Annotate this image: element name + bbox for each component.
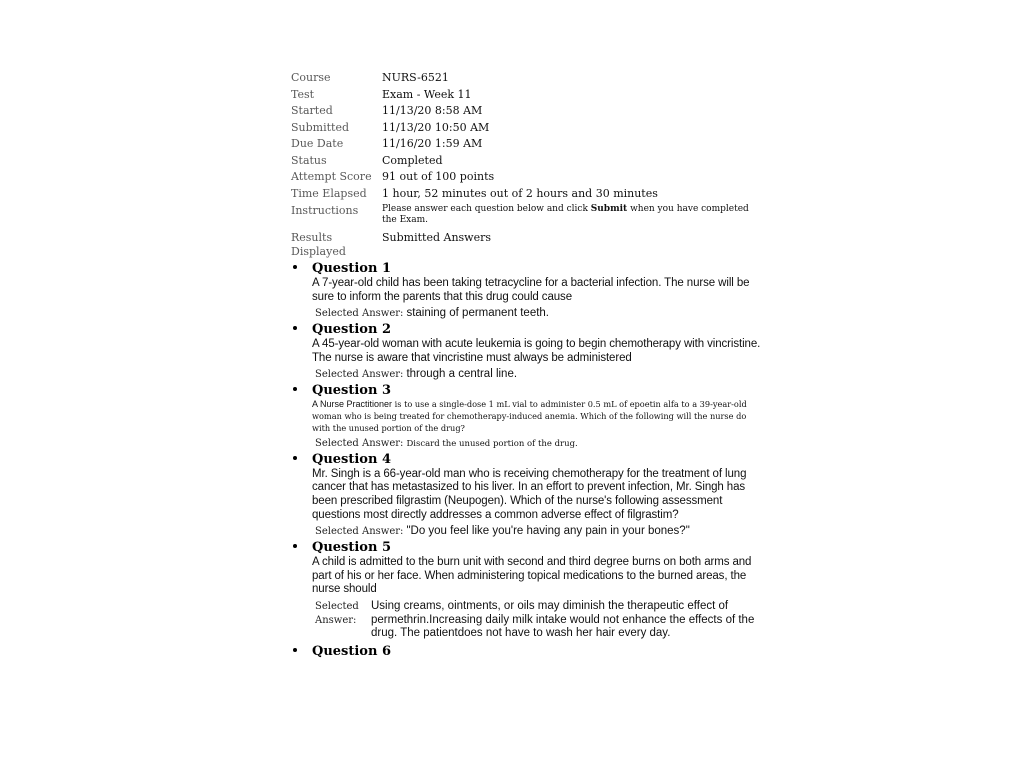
instructions-submit-word: Submit: [590, 204, 628, 214]
bullet-icon: [293, 456, 297, 460]
attempt-details: [291, 70, 761, 259]
selected-answer-label: Selected Answer:: [315, 526, 404, 538]
question-title: Question 5: [312, 540, 392, 556]
question-item: [291, 382, 761, 448]
meta-row-started: [291, 103, 761, 120]
time-elapsed-value: 1 hour, 52 minutes out of 2 hours and 30 minutes: [382, 186, 658, 200]
bullet-icon: [293, 326, 297, 330]
question-text: [312, 399, 761, 434]
question-text-prefix: A Nurse Practitioner: [312, 399, 393, 410]
question-text-body: is to use a single-dose 1 mL vial to administer 0.5 mL of epoetin alfa to a 39-year-old woman who is being treated for chemotherapy-induced anemia. Which of the following will the nurse do with the unused portion of the drug?: [312, 399, 747, 433]
selected-answer-text: Discard the unused portion of the drug.: [406, 438, 578, 449]
selected-answer-text: Using creams, ointments, or oils may diminish the therapeutic effect of permethrin.Increasing daily milk intake would not enhance the effects of the drug. The patientdoes not have to wash her hair every day.: [371, 599, 755, 640]
bullet-icon: [293, 648, 297, 652]
meta-row-results-displayed: [291, 231, 761, 259]
question-title: Question 1: [312, 261, 392, 276]
meta-row-submitted: [291, 120, 761, 137]
meta-label: Instructions: [291, 204, 359, 217]
meta-label: Time Elapsed: [291, 186, 367, 200]
submitted-value: 11/13/20 10:50 AM: [382, 120, 490, 134]
question-item: [291, 643, 761, 660]
question-list: [291, 260, 761, 660]
bullet-icon: [293, 544, 297, 548]
status-value: Completed: [382, 153, 443, 167]
meta-label: Course: [291, 71, 331, 84]
question-title: Question 4: [312, 451, 392, 467]
question-text: A 45-year-old woman with acute leukemia is going to begin chemotherapy with vincristine. The nurse is aware that vincristine must always be administered: [312, 338, 761, 364]
selected-answer-label: Selected Answer:: [315, 437, 404, 449]
bullet-icon: [293, 387, 297, 391]
question-item: [291, 451, 761, 537]
selected-answer: [315, 438, 761, 449]
meta-label: Submitted: [291, 120, 350, 134]
meta-label: Due Date: [291, 137, 344, 150]
question-item: [291, 260, 761, 319]
meta-row-due-date: [291, 136, 761, 153]
question-title: Question 3: [312, 383, 392, 399]
selected-answer-label: Selected Answer:: [315, 369, 404, 381]
instructions-text-before: Please answer each question below and click: [382, 204, 591, 214]
selected-answer-label: Selected Answer:: [315, 600, 359, 626]
course-value: NURS-6521: [382, 71, 449, 84]
meta-label: Started: [291, 104, 333, 117]
selected-answer: [315, 307, 761, 319]
question-item: [291, 321, 761, 380]
test-value: Exam - Week 11: [382, 87, 472, 101]
question-title: Question 6: [312, 643, 392, 659]
attempt-score-value: 91 out of 100 points: [382, 170, 495, 183]
question-title: Question 2: [312, 322, 392, 338]
meta-label: Status: [291, 153, 327, 167]
question-item: [291, 539, 761, 641]
question-text: A 7-year-old child has been taking tetracycline for a bacterial infection. The nurse will be sure to inform the parents that this drug could cause: [312, 277, 750, 303]
meta-row-time-elapsed: [291, 186, 761, 203]
meta-row-status: [291, 153, 761, 170]
meta-label: Test: [291, 87, 315, 101]
meta-row-course: [291, 70, 761, 87]
results-displayed-value: Submitted Answers: [382, 231, 492, 244]
meta-row-attempt-score: [291, 169, 761, 186]
meta-row-test: [291, 87, 761, 104]
due-date-value: 11/16/20 1:59 AM: [382, 137, 483, 150]
selected-answer: [315, 600, 761, 641]
exam-results-page: [291, 70, 761, 662]
selected-answer: [315, 368, 761, 380]
selected-answer-text: through a central line.: [406, 368, 518, 381]
selected-answer: [315, 525, 761, 537]
meta-label: Attempt Score: [291, 170, 372, 183]
selected-answer-text: staining of permanent teeth.: [406, 307, 550, 320]
selected-answer-text: "Do you feel like you're having any pain in your bones?": [406, 525, 690, 538]
bullet-icon: [293, 265, 297, 269]
started-value: 11/13/20 8:58 AM: [382, 104, 483, 117]
instructions-text: [382, 203, 761, 226]
selected-answer-label: Selected Answer:: [315, 308, 404, 320]
instructions-text-after: when you have completed the Exam.: [382, 204, 749, 225]
question-text: Mr. Singh is a 66-year-old man who is receiving chemotherapy for the treatment of lung cancer that has metastasized to his liver. In an effort to prevent infection, Mr. Singh has been prescribed filgrastim (Neupogen). Which of the nurse's following assessment questions most directly addresses a common adverse effect of filgrastim?: [312, 467, 747, 521]
meta-label: Results Displayed: [291, 231, 346, 258]
question-text: A child is admitted to the burn unit with second and third degree burns on both arms and part of his or her face. When administering topical medications to the burned areas, the nurse should: [312, 556, 752, 596]
meta-row-instructions: [291, 203, 761, 226]
